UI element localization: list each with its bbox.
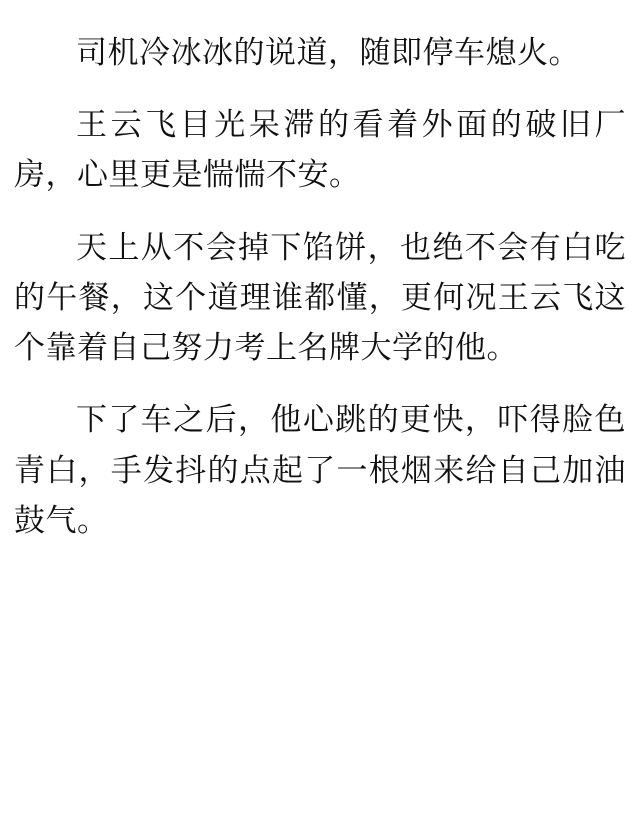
paragraph: 天上从不会掉下馅饼，也绝不会有白吃的午餐，这个道理谁都懂，更何况王云飞这个靠着自己努力考上名牌大学的他。 xyxy=(14,229,626,367)
paragraph: 下了车之后，他心跳的更快，吓得脸色青白，手发抖的点起了一根烟来给自己加油鼓气。 xyxy=(14,402,626,539)
paragraph: 司机冷冰冰的说道，随即停车熄火。 xyxy=(76,35,580,71)
paragraph: 王云飞目光呆滞的看着外面的破旧厂房，心里更是惴惴不安。 xyxy=(14,107,626,194)
